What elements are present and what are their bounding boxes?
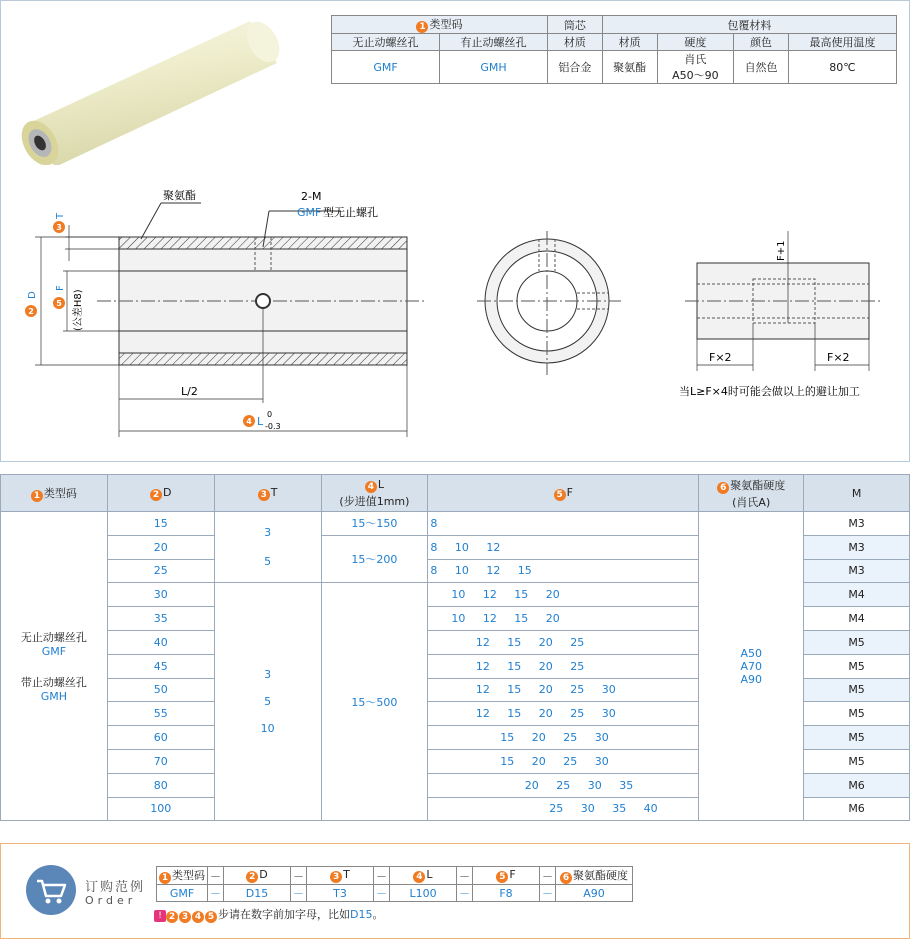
m-cell: M5 [804,630,910,654]
d-cell: 35 [107,607,214,631]
color-header: 颜色 [734,34,789,51]
svg-text:4: 4 [246,417,252,426]
d-cell: 60 [107,726,214,750]
d-cell: 70 [107,749,214,773]
m-cell: M5 [804,678,910,702]
f-cell: 20 25 30 35 [428,773,699,797]
relief-note: 当L≥F×4时可能会做以上的避让加工 [679,385,860,398]
t-cell-group2: 3 5 10 [214,583,321,821]
roller-photo [15,15,295,165]
svg-text:2: 2 [28,307,34,316]
d-dim-label: D [27,291,38,299]
m-cell: M3 [804,559,910,583]
order-v-t: T3 [307,885,374,902]
col-type-header: 1 类型码 [1,475,108,512]
order-example-panel [0,843,910,939]
l-dim-label: L [257,415,264,428]
with-screw-header: 有止动螺丝孔 [439,34,547,51]
order-code-table: 1 类型码 － 2 D － 3 T － 4 L － 5 F － 6 聚氨酯硬度 GMF － D15 － T3 － L100 － F8 － A90 [156,866,633,902]
fx2-right-label: F×2 [827,351,850,364]
no-stop-hole-label: 型无止螺孔 [323,206,378,219]
coat-material-value: 聚氨酯 [602,51,657,84]
col-f-header: 5 F [428,475,699,512]
l-cell-r2: 15～200 [321,535,428,583]
half-l-label: L/2 [181,385,198,398]
d-cell: 50 [107,678,214,702]
f-cell: 15 20 25 30 [428,749,699,773]
technical-drawing [1,171,909,461]
m-cell: M3 [804,535,910,559]
svg-text:5: 5 [56,299,62,308]
d-cell: 45 [107,654,214,678]
gmh-code: GMH [439,51,547,84]
d-cell: 80 [107,773,214,797]
d-cell: 30 [107,583,214,607]
order-v-l: L100 [390,885,457,902]
fx2-left-label: F×2 [709,351,732,364]
f-cell: 25 30 35 40 [428,797,699,821]
order-v-type: GMF [157,885,208,902]
cart-icon [25,864,77,916]
core-header: 筒芯 [547,16,602,34]
d-cell: 25 [107,559,214,583]
order-h-d: 2 D [224,867,291,885]
no-screw-header: 无止动螺丝孔 [332,34,440,51]
core-material-header: 材质 [547,34,602,51]
svg-text:3: 3 [56,223,62,232]
m-cell: M4 [804,607,910,631]
f-cell: 10 12 15 20 [428,607,699,631]
f-cell: 12 15 20 25 30 [428,702,699,726]
t-cell-group1: 3 5 [214,512,321,583]
max-temp-header: 最高使用温度 [788,34,896,51]
d-cell: 55 [107,702,214,726]
order-v-f: F8 [473,885,540,902]
type-cell: 无止动螺丝孔 GMF 带止动螺丝孔 GMH [1,512,108,821]
col-l-header: 4 L (步进值1mm) [321,475,428,512]
material-spec-table [331,15,897,84]
order-note: ! 2 3 4 5 步请在数字前加字母，比如D15。 [154,906,383,923]
d-cell: 20 [107,535,214,559]
m-cell: M6 [804,773,910,797]
l-cell-r1: 15～150 [321,512,428,536]
col-t-header: 3 T [214,475,321,512]
product-spec-panel [0,0,910,462]
m-cell: M3 [804,512,910,536]
order-h-l: 4 L [390,867,457,885]
d-cell: 100 [107,797,214,821]
m-cell: M5 [804,654,910,678]
gmf-code: GMF [332,51,440,84]
color-value: 自然色 [734,51,789,84]
coating-header: 包覆材料 [602,16,896,34]
f-cell: 15 20 25 30 [428,726,699,750]
gmf-type-label: GMF [297,206,322,219]
d-cell: 40 [107,630,214,654]
f-cell: 8 10 12 15 [428,559,699,583]
polyurethane-label: 聚氨酯 [163,189,196,202]
m-cell: M6 [804,797,910,821]
order-subtitle: Order [85,894,137,907]
m-cell: M5 [804,726,910,750]
order-v-hardness: A90 [556,885,633,902]
m-cell: M5 [804,749,910,773]
step-1-badge: 1 [416,21,428,33]
temp-value: 80℃ [788,51,896,84]
col-d-header: 2 D [107,475,214,512]
f-cell: 12 15 20 25 [428,654,699,678]
hardness-header: 硬度 [657,34,734,51]
core-material-value: 铝合金 [547,51,602,84]
col-m-header: M [804,475,910,512]
order-h-type: 1 类型码 [157,867,208,885]
l-lower-tol: -0.3 [265,422,281,431]
f-plus-1-label: F+1 [776,240,787,261]
order-h-t: 3 T [307,867,374,885]
order-h-f: 5 F [473,867,540,885]
f-cell: 12 15 20 25 30 [428,678,699,702]
order-h-hardness: 6 聚氨酯硬度 [556,867,633,885]
f-cell: 12 15 20 25 [428,630,699,654]
l-upper-tol: 0 [267,410,273,419]
m-cell: M4 [804,583,910,607]
order-v-d: D15 [224,885,291,902]
two-m-label: 2-M [301,190,322,203]
type-code-header: 1 类型码 [332,16,548,34]
t-dim-label: T [55,212,66,219]
f-cell: 8 [428,512,699,536]
f-dim-label: F [55,285,66,291]
tolerance-label: (公差H8) [73,289,84,331]
f-cell: 8 10 12 [428,535,699,559]
l-cell-r3: 15～500 [321,583,428,821]
dimension-table [0,474,910,821]
coat-material-header: 材质 [602,34,657,51]
d-cell: 15 [107,512,214,536]
col-hardness-header: 6 聚氨酯硬度 (肖氏A) [699,475,804,512]
hardness-cell: A50 A70 A90 [699,512,804,821]
f-cell: 10 12 15 20 [428,583,699,607]
hardness-value: 肖氏 A50～90 [657,51,734,84]
order-title: 订购范例 [85,880,146,895]
m-cell: M5 [804,702,910,726]
